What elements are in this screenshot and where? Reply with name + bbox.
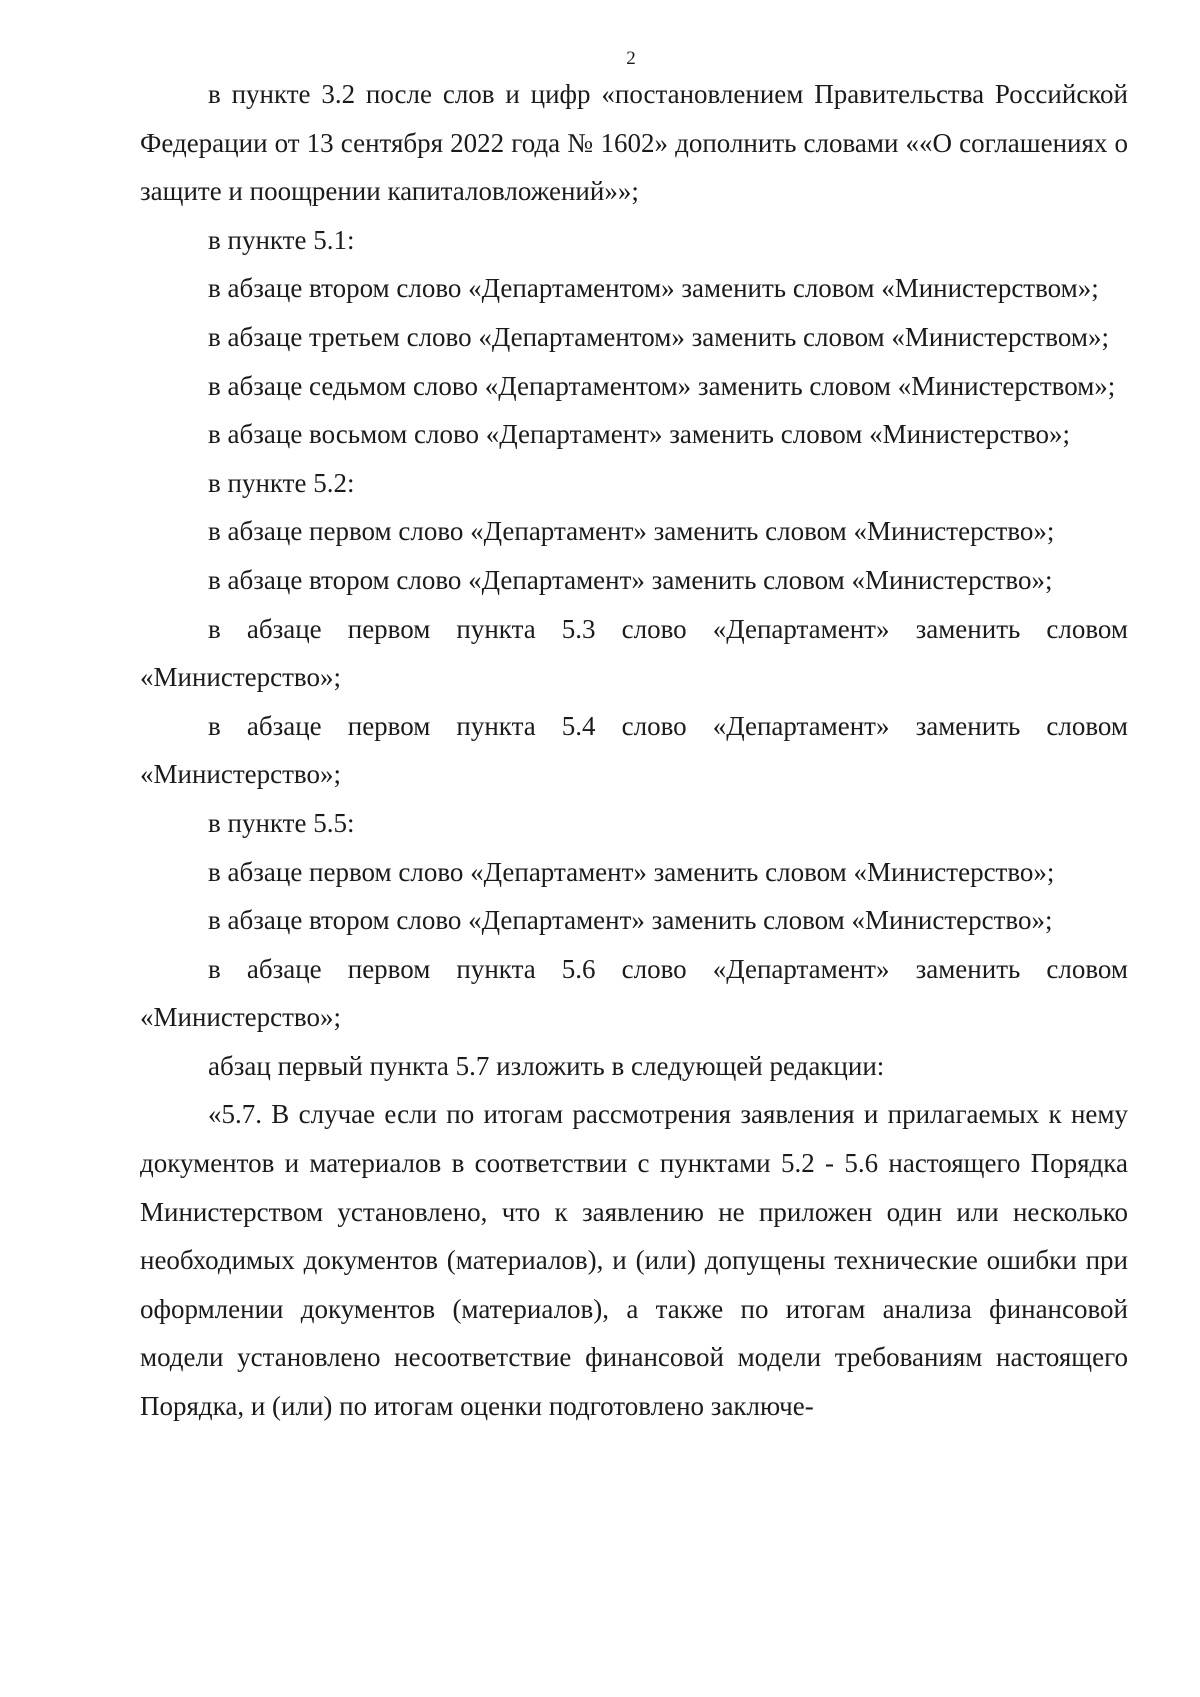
document-body xyxy=(140,70,1128,1431)
paragraph-7: в пункте 5.2: xyxy=(208,467,355,498)
paragraph-9: в абзаце втором слово «Департамент» заменить словом «Министерство»; xyxy=(208,564,1053,595)
paragraph-10: в абзаце первом пункта 5.3 слово «Департамент» заменить словом «Министерство»; xyxy=(140,613,1128,693)
paragraph-8: в абзаце первом слово «Департамент» заменить словом «Министерство»; xyxy=(208,516,1055,547)
paragraph-5: в абзаце седьмом слово «Департаментом» заменить словом «Министерством»; xyxy=(208,370,1116,401)
paragraph-12: в пункте 5.5: xyxy=(208,807,355,838)
paragraph-15: в абзаце первом пункта 5.6 слово «Департамент» заменить словом «Министерство»; xyxy=(140,953,1128,1033)
paragraph-14: в абзаце втором слово «Департамент» заменить словом «Министерство»; xyxy=(208,905,1053,936)
page-number: 2 xyxy=(626,48,636,69)
paragraph-6: в абзаце восьмом слово «Департамент» заменить словом «Министерство»; xyxy=(208,419,1071,450)
paragraph-4: в абзаце третьем слово «Департаментом» заменить словом «Министерством»; xyxy=(208,321,1109,352)
paragraph-16: абзац первый пункта 5.7 изложить в следующей редакции: xyxy=(208,1050,885,1081)
paragraph-2: в пункте 5.1: xyxy=(208,224,355,255)
paragraph-11: в абзаце первом пункта 5.4 слово «Департамент» заменить словом «Министерство»; xyxy=(140,710,1128,790)
paragraph-3: в абзаце втором слово «Департаментом» заменить словом «Министерством»; xyxy=(208,273,1099,304)
paragraph-13: в абзаце первом слово «Департамент» заменить словом «Министерство»; xyxy=(208,856,1055,887)
paragraph-1: в пункте 3.2 после слов и цифр «постановлением Правительства Российской Федерации от 13 сентября 2022 года № 1602» дополнить словами ««О соглашениях о защите и поощрении капиталовложений»»; xyxy=(140,79,1128,207)
paragraph-17: «5.7. В случае если по итогам рассмотрения заявления и прилагаемых к нему документов и материалов в соответствии с пунктами 5.2 - 5.6 настоящего Порядка Министерством установлено, что к заявлению не приложен один или несколько необходимых документов (материалов), и (или) допущены технические ошибки при оформлении документов (материалов), а также по итогам анализа финансовой модели установлено несоответствие финансовой модели требованиям настоящего Порядка, и (или) по итогам оценки подготовлено заключе- xyxy=(140,1099,1128,1422)
